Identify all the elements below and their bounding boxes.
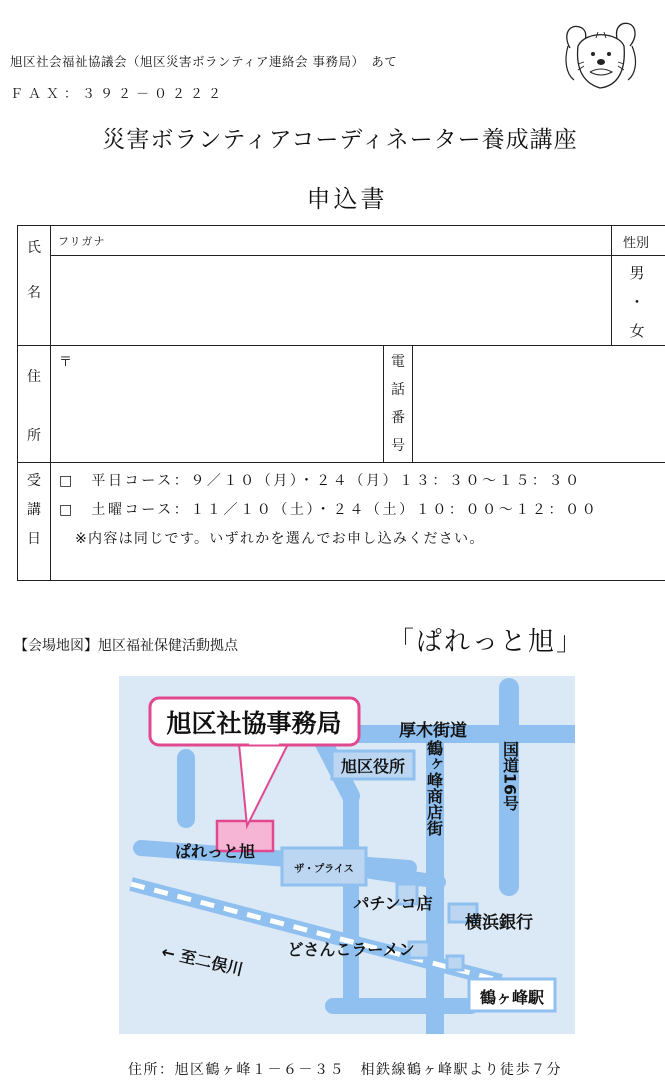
address-field[interactable] — [51, 346, 383, 462]
gender-column-divider — [611, 225, 612, 345]
name-field[interactable] — [51, 256, 611, 345]
saturday-course-option[interactable]: □ 土曜コース：１１／１０（土）・２４（土）１０：００～１２：００ — [59, 502, 599, 518]
dog-illustration — [560, 16, 642, 98]
ward-office-label: 旭区役所 — [340, 757, 406, 776]
postal-mark: 〒 — [59, 355, 73, 370]
venue-address: 住所：旭区鶴ヶ峰１－６－３５ 相鉄線鶴ヶ峰駅より徒歩７分 — [128, 1062, 562, 1078]
phone-label-2: 話 — [391, 382, 405, 398]
palette-label: ぱれっと旭 — [174, 842, 256, 861]
bank-label: 横浜銀行 — [465, 913, 533, 933]
map-heading: 【会場地図】旭区福祉保健活動拠点 — [14, 638, 238, 654]
fax-number: ＦＡＸ：３９２－０２２２ — [10, 87, 227, 102]
phone-label-3: 番 — [391, 410, 405, 426]
furigana-field[interactable] — [51, 225, 611, 255]
venue-name: 「ぱれっと旭」 — [388, 627, 585, 657]
application-form — [17, 225, 665, 580]
gender-separator: ・ — [629, 293, 645, 311]
document-title: 災害ボランティアコーディネーター養成講座 — [102, 127, 578, 153]
name-label-2: 名 — [27, 285, 41, 301]
pachinko-label: パチンコ店 — [353, 894, 433, 913]
atsugi-road-label: 厚木街道 — [399, 721, 467, 741]
address-label-2: 所 — [27, 428, 41, 444]
phone-label-1: 電 — [391, 354, 405, 370]
station-label: 鶴ヶ峰駅 — [479, 988, 545, 1007]
phone-field[interactable] — [413, 346, 665, 462]
weekday-course-option[interactable]: □ 平日コース：９／１０（月）・２４（月）１３：３０～１５：３０ — [59, 473, 582, 489]
course-note: ※内容は同じです。いずれかを選んでお申し込みください。 — [75, 531, 485, 547]
address-label-1: 住 — [27, 369, 41, 385]
course-label-1: 受 — [27, 473, 41, 489]
address-row-divider — [17, 462, 665, 463]
station-building — [447, 956, 463, 970]
recipient-line: 旭区社会福祉協議会（旭区災害ボランティア連絡会 事務局） あて — [10, 54, 398, 69]
ramen-label: どさんこラーメン — [287, 940, 415, 959]
name-label-1: 氏 — [27, 240, 41, 256]
phone-label-4: 号 — [391, 438, 405, 454]
shopping-street-label: 鶴ヶ峰商店街 — [424, 740, 444, 836]
gender-header: 性別 — [623, 236, 650, 251]
office-label: 旭区社協事務局 — [166, 709, 342, 738]
futamatagawa-label: ← 至二俣川 — [159, 942, 245, 980]
course-label-3: 日 — [27, 531, 41, 547]
price-label: ザ・プライス — [294, 864, 354, 875]
route16-label: 国道16号 — [500, 740, 520, 812]
gender-female-option[interactable]: 女 — [629, 322, 645, 340]
document-subtitle: 申込書 — [306, 185, 388, 213]
furigana-label: フリガナ — [58, 235, 106, 248]
course-label-2: 講 — [27, 502, 41, 518]
venue-map — [119, 676, 575, 1034]
gender-male-option[interactable]: 男 — [629, 264, 645, 282]
